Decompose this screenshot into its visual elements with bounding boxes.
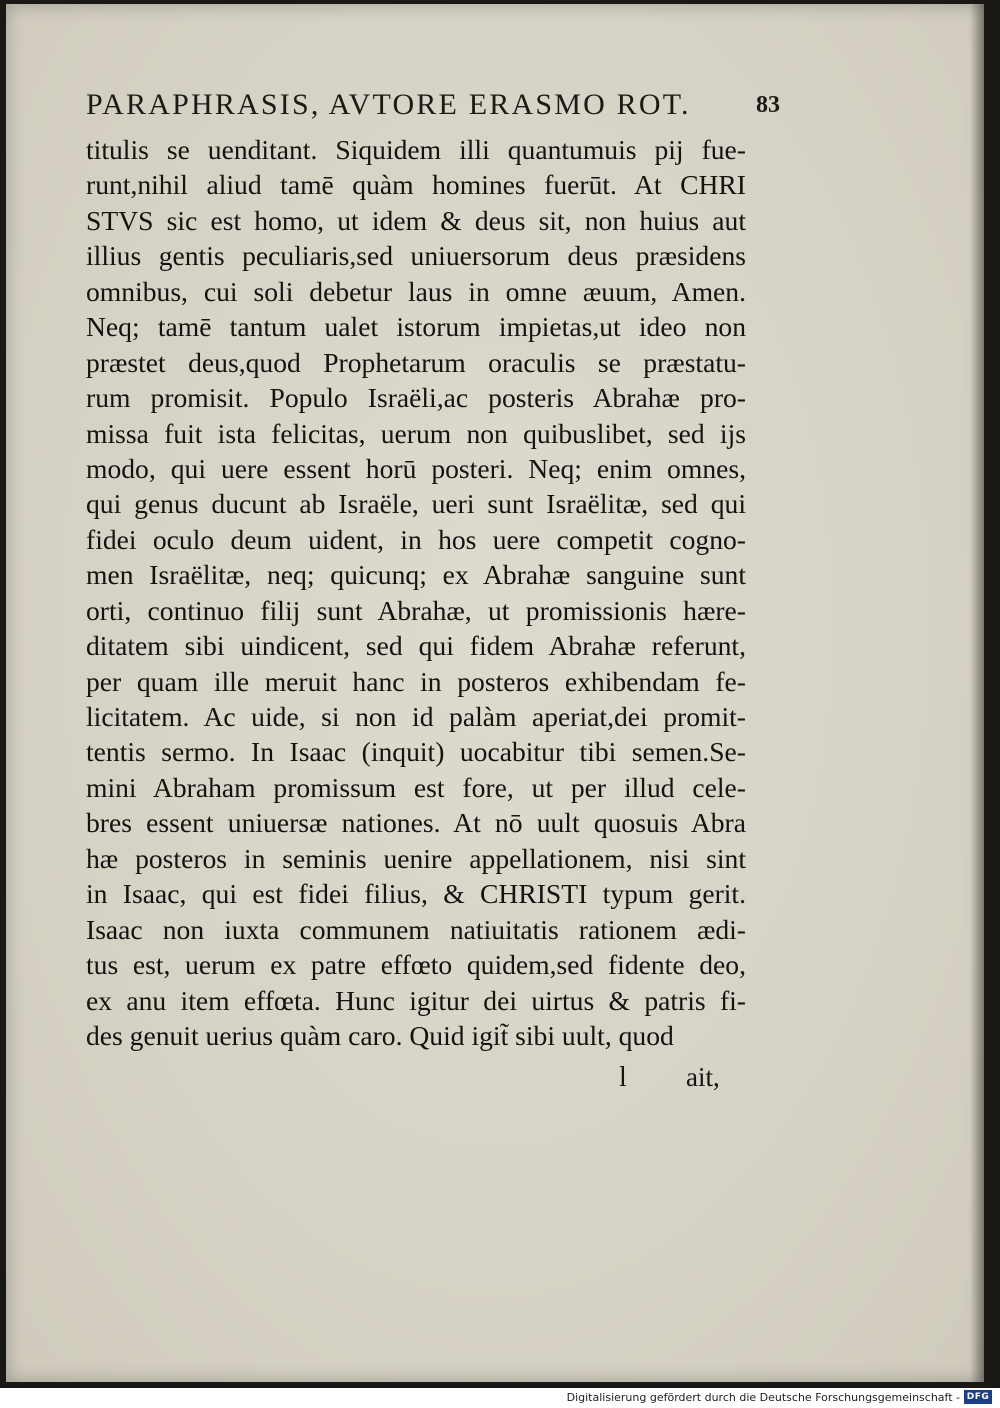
text-line: mini Abraham promissum est fore, ut per illud cele- xyxy=(86,771,746,803)
text-line: runt,nihil aliud tamē quàm homines fuerūt. At CHRI xyxy=(86,169,746,201)
text-line: men Israëlitæ, neq; quicunq; ex Abrahæ sanguine sunt xyxy=(86,559,746,591)
text-line: fidei oculo deum uident, in hos uere competit cogno- xyxy=(86,523,746,555)
text-line: missa fuit ista felicitas, uerum non quibuslibet, sed ijs xyxy=(86,417,746,449)
text-line: STVS sic est homo, ut idem & deus sit, non huius aut xyxy=(86,204,746,236)
catchword: ait, xyxy=(686,1062,720,1092)
text-line: des genuit uerius quàm caro. Quid igit̃ sibi uult, quod xyxy=(86,1019,674,1051)
text-line: orti, continuo filij sunt Abrahæ, ut promissionis hære- xyxy=(86,594,746,626)
text-line: licitatem. Ac uide, si non id palàm aperiat,dei promit- xyxy=(86,701,746,732)
text-line: Neq; tamē tantum ualet istorum impietas,ut ideo non xyxy=(86,311,746,343)
catch-row xyxy=(86,1058,746,1098)
text-line: omnibus, cui soli debetur laus in omne æuum, Amen. xyxy=(86,275,746,307)
signature-mark: l xyxy=(619,1062,627,1093)
text-line: ditatem sibi uindicent, sed qui fidem Abrahæ referunt, xyxy=(86,630,746,662)
text-line: titulis se uenditant. Siquidem illi quantumuis pij fue- xyxy=(86,134,746,165)
dfg-logo: DFG xyxy=(964,1390,992,1404)
text-line: bres essent uniuersæ nationes. At nō uult quosuis Abra xyxy=(86,807,746,839)
text-line: tentis sermo. In Isaac (inquit) uocabitur tibi semen.Se- xyxy=(86,736,746,768)
running-head: PARAPHRASIS, AVTORE ERASMO ROT. xyxy=(86,88,691,121)
text-line: rum promisit. Populo Israëli,ac posteris Abrahæ pro- xyxy=(86,382,746,414)
text-line: in Isaac, qui est fidei filius, & CHRISTI typum gerit. xyxy=(86,878,746,910)
text-line: hæ posteros in seminis uenire appellationem, nisi sint xyxy=(86,842,746,874)
text-line: ex anu item effœta. Hunc igitur dei uirtus & patris fi- xyxy=(86,984,746,1016)
funding-credit: Digitalisierung gefördert durch die Deutsche Forschungsgemeinschaft - xyxy=(566,1391,960,1404)
text-line: præstet deus,quod Prophetarum oraculis se præstatu- xyxy=(86,346,746,378)
text-line: tus est, uerum ex patre effœto quidem,sed fidente deo, xyxy=(86,949,746,981)
text-line: Isaac non iuxta communem natiuitatis rationem ædi- xyxy=(86,913,746,945)
folio-number: 83 xyxy=(756,92,780,118)
text-line: per quam ille meruit hanc in posteros exhibendam fe- xyxy=(86,665,746,697)
body-text xyxy=(86,132,746,1053)
footer-bar xyxy=(0,1388,1000,1408)
text-line: modo, qui uere essent horū posteri. Neq; enim omnes, xyxy=(86,452,746,484)
page-edge-shadow xyxy=(970,4,984,1382)
text-line: qui genus ducunt ab Israële, ueri sunt Israëlitæ, sed qui xyxy=(86,488,746,520)
text-line: illius gentis peculiaris,sed uniuersorum deus præsidens xyxy=(86,240,746,272)
